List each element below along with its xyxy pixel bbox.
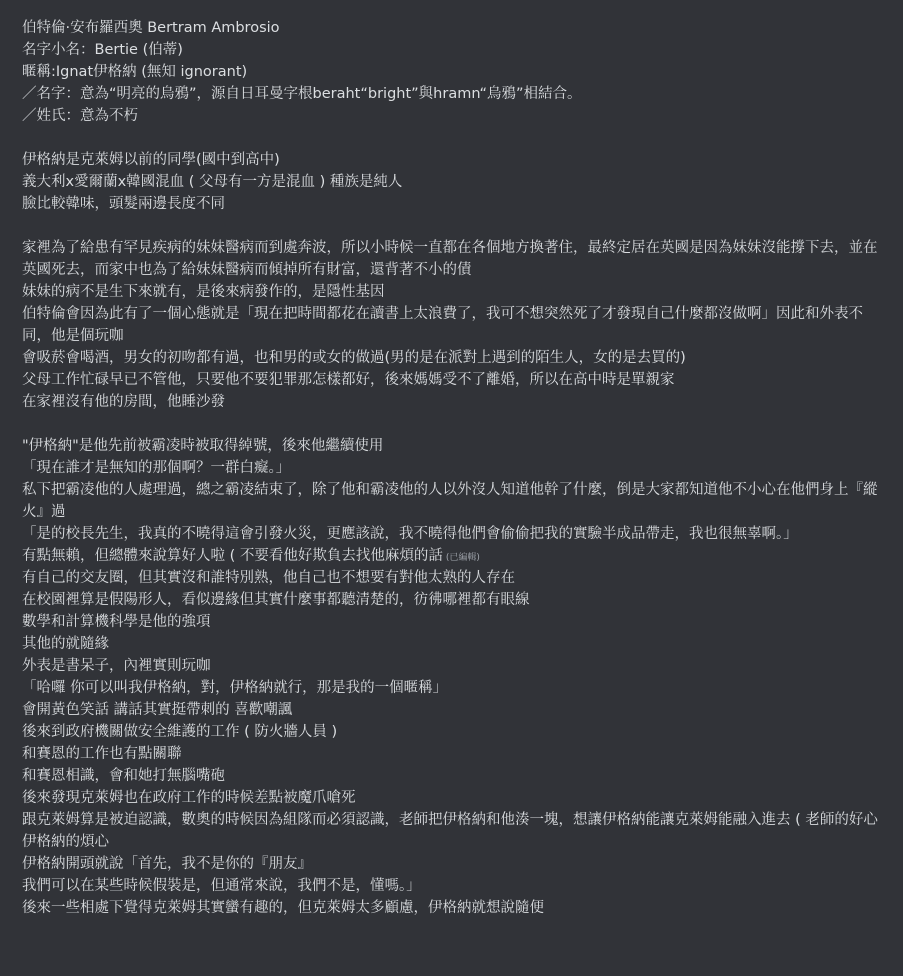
blank-line: [22, 413, 892, 435]
text-line: 我們可以在某些時候假裝是，但通常來說，我們不是，懂嗎。」: [22, 878, 421, 894]
text-line: ／名字：意為“明亮的烏鴉”，源自日耳曼字根beraht“bright”與hramn“烏鴉”相結合。: [22, 86, 582, 102]
text-line: 後來到政府機關做安全維護的工作 ( 防火牆人員 ): [22, 724, 338, 740]
text-line: 義大利x愛爾蘭x韓國混血 ( 父母有一方是混血 ) 種族是純人: [22, 174, 403, 190]
text-line: 伯特倫·安布羅西奧 Bertram Ambrosio: [22, 20, 280, 36]
text-line: 在校園裡算是假陽形人，看似邊緣但其實什麼事都聽清楚的，彷彿哪裡都有眼線: [22, 592, 530, 608]
text-line: 伊格納開頭就說「首先，我不是你的『朋友』: [22, 856, 312, 872]
text-line: 外表是書呆子，內裡實則玩咖: [22, 658, 211, 674]
text-line: 伊格納是克萊姆以前的同學(國中到高中): [22, 152, 280, 168]
text-line: 父母工作忙碌早已不管他，只要他不要犯罪那怎樣都好，後來媽媽受不了離婚，所以在高中時是單親家: [22, 372, 675, 388]
text-paragraph: 私下把霸凌他的人處理過，總之霸凌結束了，除了他和霸凌他的人以外沒人知道他幹了什麼，倒是大家都知道他不小心在他們身上『縱火』過: [22, 482, 878, 520]
edited-label: (已編輯): [445, 553, 480, 563]
text-line: "伊格納"是他先前被霸凌時被取得綽號，後來他繼續使用: [22, 438, 384, 454]
text-line: 後來一些相處下覺得克萊姆其實蠻有趣的，但克萊姆太多顧慮，伊格納就想說隨便: [22, 900, 544, 916]
blank-line: [22, 215, 892, 237]
text-paragraph: 伯特倫會因為此有了一個心態就是「現在把時間都花在讀書上太浪費了，我可不想突然死了才發現自己什麼都沒做啊」因此和外表不同，他是個玩咖: [22, 306, 863, 344]
text-paragraph: 「是的校長先生，我真的不曉得這會引發火災，更應該說，我不曉得他們會偷偷把我的實驗半成品帶走，我也很無辜啊。」: [22, 526, 798, 542]
text-line: 「現在誰才是無知的那個啊？一群白癡。」: [22, 460, 291, 476]
text-line: 暱稱:Ignat伊格納 (無知 ignorant): [22, 64, 248, 80]
blank-line: [22, 127, 892, 149]
text-line: [22, 545, 892, 567]
text-line: ／姓氏：意為不朽: [22, 108, 138, 124]
text-line: 其他的就隨緣: [22, 636, 109, 652]
text-line: 有自己的交友圈，但其實沒和誰特別熟，他自己也不想要有對他太熟的人存在: [22, 570, 515, 586]
text-line: 後來發現克萊姆也在政府工作的時候差點被魔爪嗆死: [22, 790, 356, 806]
text-line: 妹妹的病不是生下來就有，是後來病發作的，是隱性基因: [22, 284, 385, 300]
text-line: 在家裡沒有他的房間，他睡沙發: [22, 394, 225, 410]
text-line: 和賽恩相識，會和她打無腦嘴砲: [22, 768, 225, 784]
text-line: 「哈囉 你可以叫我伊格納，對，伊格納就行，那是我的一個暱稱」: [22, 680, 448, 696]
text-line: 會吸菸會喝酒，男女的初吻都有過，也和男的或女的做過(男的是在派對上遇到的陌生人，女的是去買的): [22, 350, 686, 366]
text-span: 有點無賴，但總體來說算好人啦 ( 不要看他好欺負去找他麻煩的話: [22, 548, 443, 564]
text-line: 臉比較韓味，頭髮兩邊長度不同: [22, 196, 225, 212]
text-line: 數學和計算機科學是他的強項: [22, 614, 211, 630]
text-line: 和賽恩的工作也有點關聯: [22, 746, 182, 762]
text-line: 會開黃色笑話 講話其實挺帶刺的 喜歡嘲諷: [22, 702, 293, 718]
text-line: 名字小名：Bertie (伯蒂): [22, 42, 183, 58]
text-paragraph: 跟克萊姆算是被迫認識，數奧的時候因為組隊而必須認識，老師把伊格納和他湊一塊，想讓伊格納能讓克萊姆能融入進去 ( 老師的好心 伊格納的煩心: [22, 812, 878, 850]
text-paragraph: 家裡為了給患有罕見疾病的妹妹醫病而到處奔波，所以小時候一直都在各個地方換著住，最終定居在英國是因為妹妹沒能撐下去，並在英國死去，而家中也為了給妹妹醫病而傾掉所有財富，還背著不小的債: [22, 240, 878, 278]
